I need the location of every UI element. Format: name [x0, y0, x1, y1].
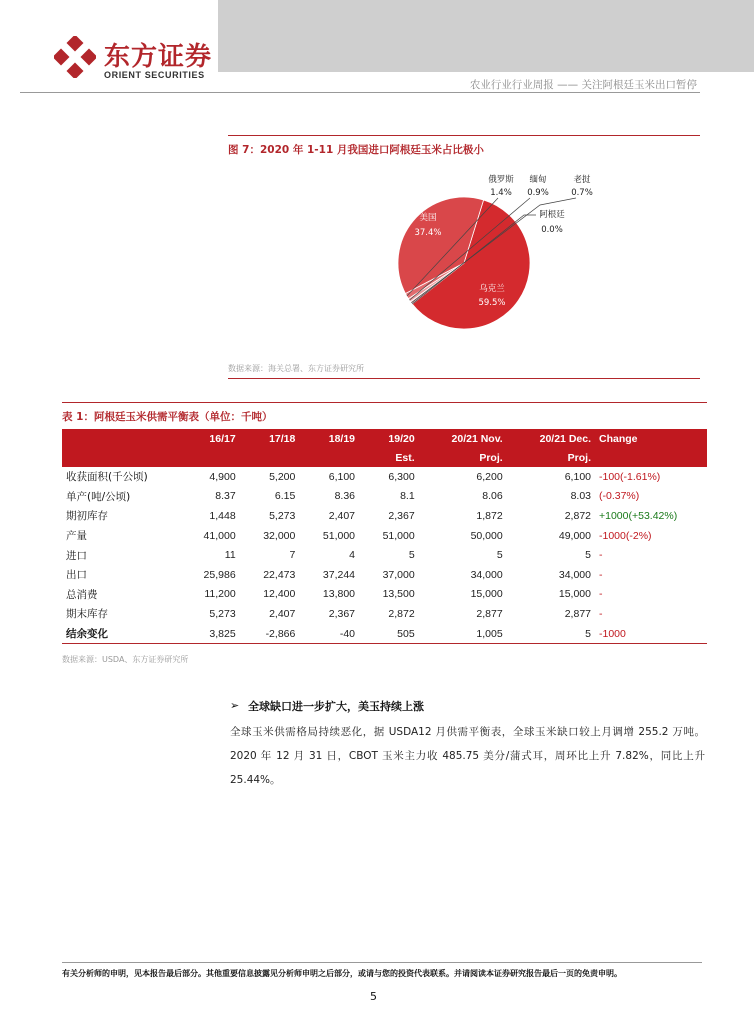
table-cell: 5,273 — [209, 607, 236, 620]
table-cell: 1,005 — [419, 624, 507, 644]
footer-divider — [62, 962, 702, 963]
table-cell: -2,866 — [240, 624, 300, 644]
table-cell: 50,000 — [470, 529, 503, 542]
table-cell: 13,800 — [322, 588, 356, 601]
change-cell: +1000(+53.42%) — [599, 509, 678, 522]
logo-text-en: ORIENT SECURITIES — [104, 70, 205, 80]
pie-label: 59.5% — [478, 298, 506, 308]
logo-text-cn: 东方证券 — [104, 42, 213, 72]
table-cell: 13,500 — [382, 588, 415, 601]
table-cell: 4,900 — [209, 470, 236, 483]
figure-bottom-rule — [228, 378, 700, 379]
header-cell: 16/17 — [180, 429, 240, 448]
pie-label: 37.4% — [414, 228, 442, 238]
header-cell — [180, 448, 240, 467]
pie-label: 0.7% — [571, 188, 593, 198]
table-cell: 15,000 — [470, 588, 503, 601]
table-cell: 5 — [496, 549, 503, 562]
header-cell — [240, 448, 300, 467]
report-title: 农业行业行业周报 —— 关注阿根廷玉米出口暂停 — [469, 79, 697, 91]
row-label: 收获面积(千公顷) — [66, 471, 148, 484]
table-cell: 1,872 — [476, 509, 503, 522]
table-top-rule — [62, 402, 707, 403]
table-cell: 11,200 — [204, 588, 236, 601]
table-cell: 4 — [349, 549, 356, 562]
pie-chart — [380, 165, 620, 335]
table-cell: 2,367 — [388, 509, 415, 522]
change-cell: -1000(-2%) — [599, 529, 652, 542]
table-row — [62, 604, 707, 624]
table-source: 数据来源：USDA、东方证券研究所 — [62, 655, 189, 664]
header-cell: 19/20 — [359, 429, 419, 448]
table-cell: 37,244 — [322, 568, 356, 581]
header-cell: Proj. — [419, 448, 507, 467]
pie-label: 乌克兰 — [479, 284, 505, 294]
table-cell: 5 — [408, 549, 415, 562]
table-cell: 2,877 — [476, 607, 503, 620]
table-row — [62, 565, 707, 585]
table-cell: 8.06 — [482, 490, 503, 503]
figure-title: 图 7：2020 年 1-11 月我国进口阿根廷玉米占比极小 — [228, 144, 484, 156]
table-cell: 2,872 — [388, 607, 415, 620]
header-gray-bar — [218, 0, 754, 72]
table-cell: 34,000 — [558, 568, 591, 581]
table-row — [62, 545, 707, 565]
table-row — [62, 526, 707, 546]
row-label: 出口 — [66, 569, 87, 582]
header-cell: 20/21 Nov. — [419, 429, 507, 448]
row-label: 期初库存 — [66, 510, 108, 523]
table-cell: 6,100 — [564, 470, 591, 483]
table-cell: 5 — [507, 624, 595, 644]
table-row — [62, 487, 707, 507]
header-cell: Est. — [359, 448, 419, 467]
change-cell: -100(-1.61%) — [599, 470, 661, 483]
section-paragraph: 全球玉米供需格局持续恶化，据 USDA12 月供需平衡表，全球玉米缺口较上月调增 255.2 万吨。2020 年 12 月 31 日，CBOT 玉米主力收 485.75 美分/蒲式耳，周环比上升 7.82%，同比上升 25.44%。 — [230, 726, 705, 786]
header-divider — [20, 92, 700, 93]
table-cell: 2,872 — [564, 509, 591, 522]
pie-label: 缅甸 — [529, 175, 547, 185]
row-label: 总消费 — [66, 588, 98, 601]
figure-top-rule — [228, 135, 700, 136]
table-header-row-1 — [62, 429, 707, 448]
table-cell: 5,200 — [269, 470, 296, 483]
table-cell: -40 — [299, 624, 359, 644]
table-cell: 12,400 — [263, 588, 296, 601]
pie-label: 美国 — [419, 213, 437, 223]
header-cell: 20/21 Dec. — [507, 429, 595, 448]
table-cell: 49,000 — [558, 529, 591, 542]
table-title: 表 1：阿根廷玉米供需平衡表（单位：千吨） — [62, 411, 273, 423]
bullet-arrow-icon: ➢ — [230, 699, 240, 712]
header-cell — [299, 448, 359, 467]
table-cell: 6,300 — [388, 470, 415, 483]
table-cell: 2,407 — [269, 607, 296, 620]
table-cell: 8.1 — [400, 490, 415, 503]
pie-label: 0.0% — [541, 225, 563, 235]
header-cell — [595, 448, 707, 467]
table-row — [62, 624, 707, 644]
table-cell: 3,825 — [180, 624, 240, 644]
row-label: 单产(吨/公顷) — [66, 490, 131, 503]
table-cell: 6.15 — [274, 490, 296, 503]
header-cell: Change — [595, 429, 707, 448]
header-cell — [62, 429, 180, 448]
change-cell: - — [599, 568, 603, 581]
row-label: 结余变化 — [62, 624, 180, 644]
table-cell: 37,000 — [382, 568, 415, 581]
pie-label: 老挝 — [573, 175, 591, 185]
pie-label: 1.4% — [490, 188, 512, 198]
table-header-row-2 — [62, 448, 707, 467]
table-cell: 51,000 — [382, 529, 415, 542]
table-cell: 51,000 — [322, 529, 356, 542]
change-cell: - — [599, 588, 603, 601]
pie-label: 阿根廷 — [539, 210, 565, 220]
table-cell: 8.37 — [215, 490, 236, 503]
table-cell: 505 — [359, 624, 419, 644]
table-cell: 1,448 — [209, 509, 236, 522]
header-cell: 18/19 — [299, 429, 359, 448]
table-cell: 25,986 — [203, 568, 236, 581]
header-cell — [62, 448, 180, 467]
pie-label: 俄罗斯 — [488, 175, 514, 185]
row-label: 进口 — [66, 549, 87, 562]
table-cell: 32,000 — [263, 529, 296, 542]
table-cell: 8.36 — [334, 490, 356, 503]
change-cell: (-0.37%) — [599, 490, 640, 503]
table-cell: 2,367 — [328, 607, 356, 620]
change-cell: - — [599, 607, 603, 620]
change-cell: -1000 — [595, 624, 707, 644]
figure-source: 数据来源：海关总署、东方证券研究所 — [228, 364, 364, 373]
table-cell: 22,473 — [263, 568, 296, 581]
table-row — [62, 506, 707, 526]
table-cell: 2,407 — [328, 509, 356, 522]
footer-disclaimer: 有关分析师的申明，见本报告最后部分。其他重要信息披露见分析师申明之后部分，或请与您的投资代表联系。并请阅读本证券研究报告最后一页的免责申明。 — [62, 969, 622, 978]
table-cell: 2,877 — [564, 607, 591, 620]
table-cell: 34,000 — [470, 568, 503, 581]
table-cell: 41,000 — [203, 529, 236, 542]
header-cell: 17/18 — [240, 429, 300, 448]
table-row — [62, 467, 707, 487]
logo-icon — [54, 36, 96, 78]
change-cell: - — [599, 549, 603, 562]
section-heading: 全球缺口进一步扩大，美玉持续上涨 — [248, 700, 424, 713]
table-cell: 5,273 — [269, 509, 296, 522]
balance-table — [62, 429, 707, 644]
header-cell: Proj. — [507, 448, 595, 467]
page-number: 5 — [370, 990, 377, 1003]
table-cell: 15,000 — [558, 588, 591, 601]
pie-label: 0.9% — [527, 188, 549, 198]
table-cell: 6,200 — [476, 470, 503, 483]
row-label: 期末库存 — [66, 608, 108, 621]
table-cell: 5 — [585, 549, 591, 562]
table-row — [62, 585, 707, 605]
row-label: 产量 — [66, 530, 87, 543]
table-cell: 11 — [224, 549, 236, 562]
table-cell: 6,100 — [328, 470, 356, 483]
table-cell: 8.03 — [570, 490, 591, 503]
table-cell: 7 — [289, 549, 296, 562]
